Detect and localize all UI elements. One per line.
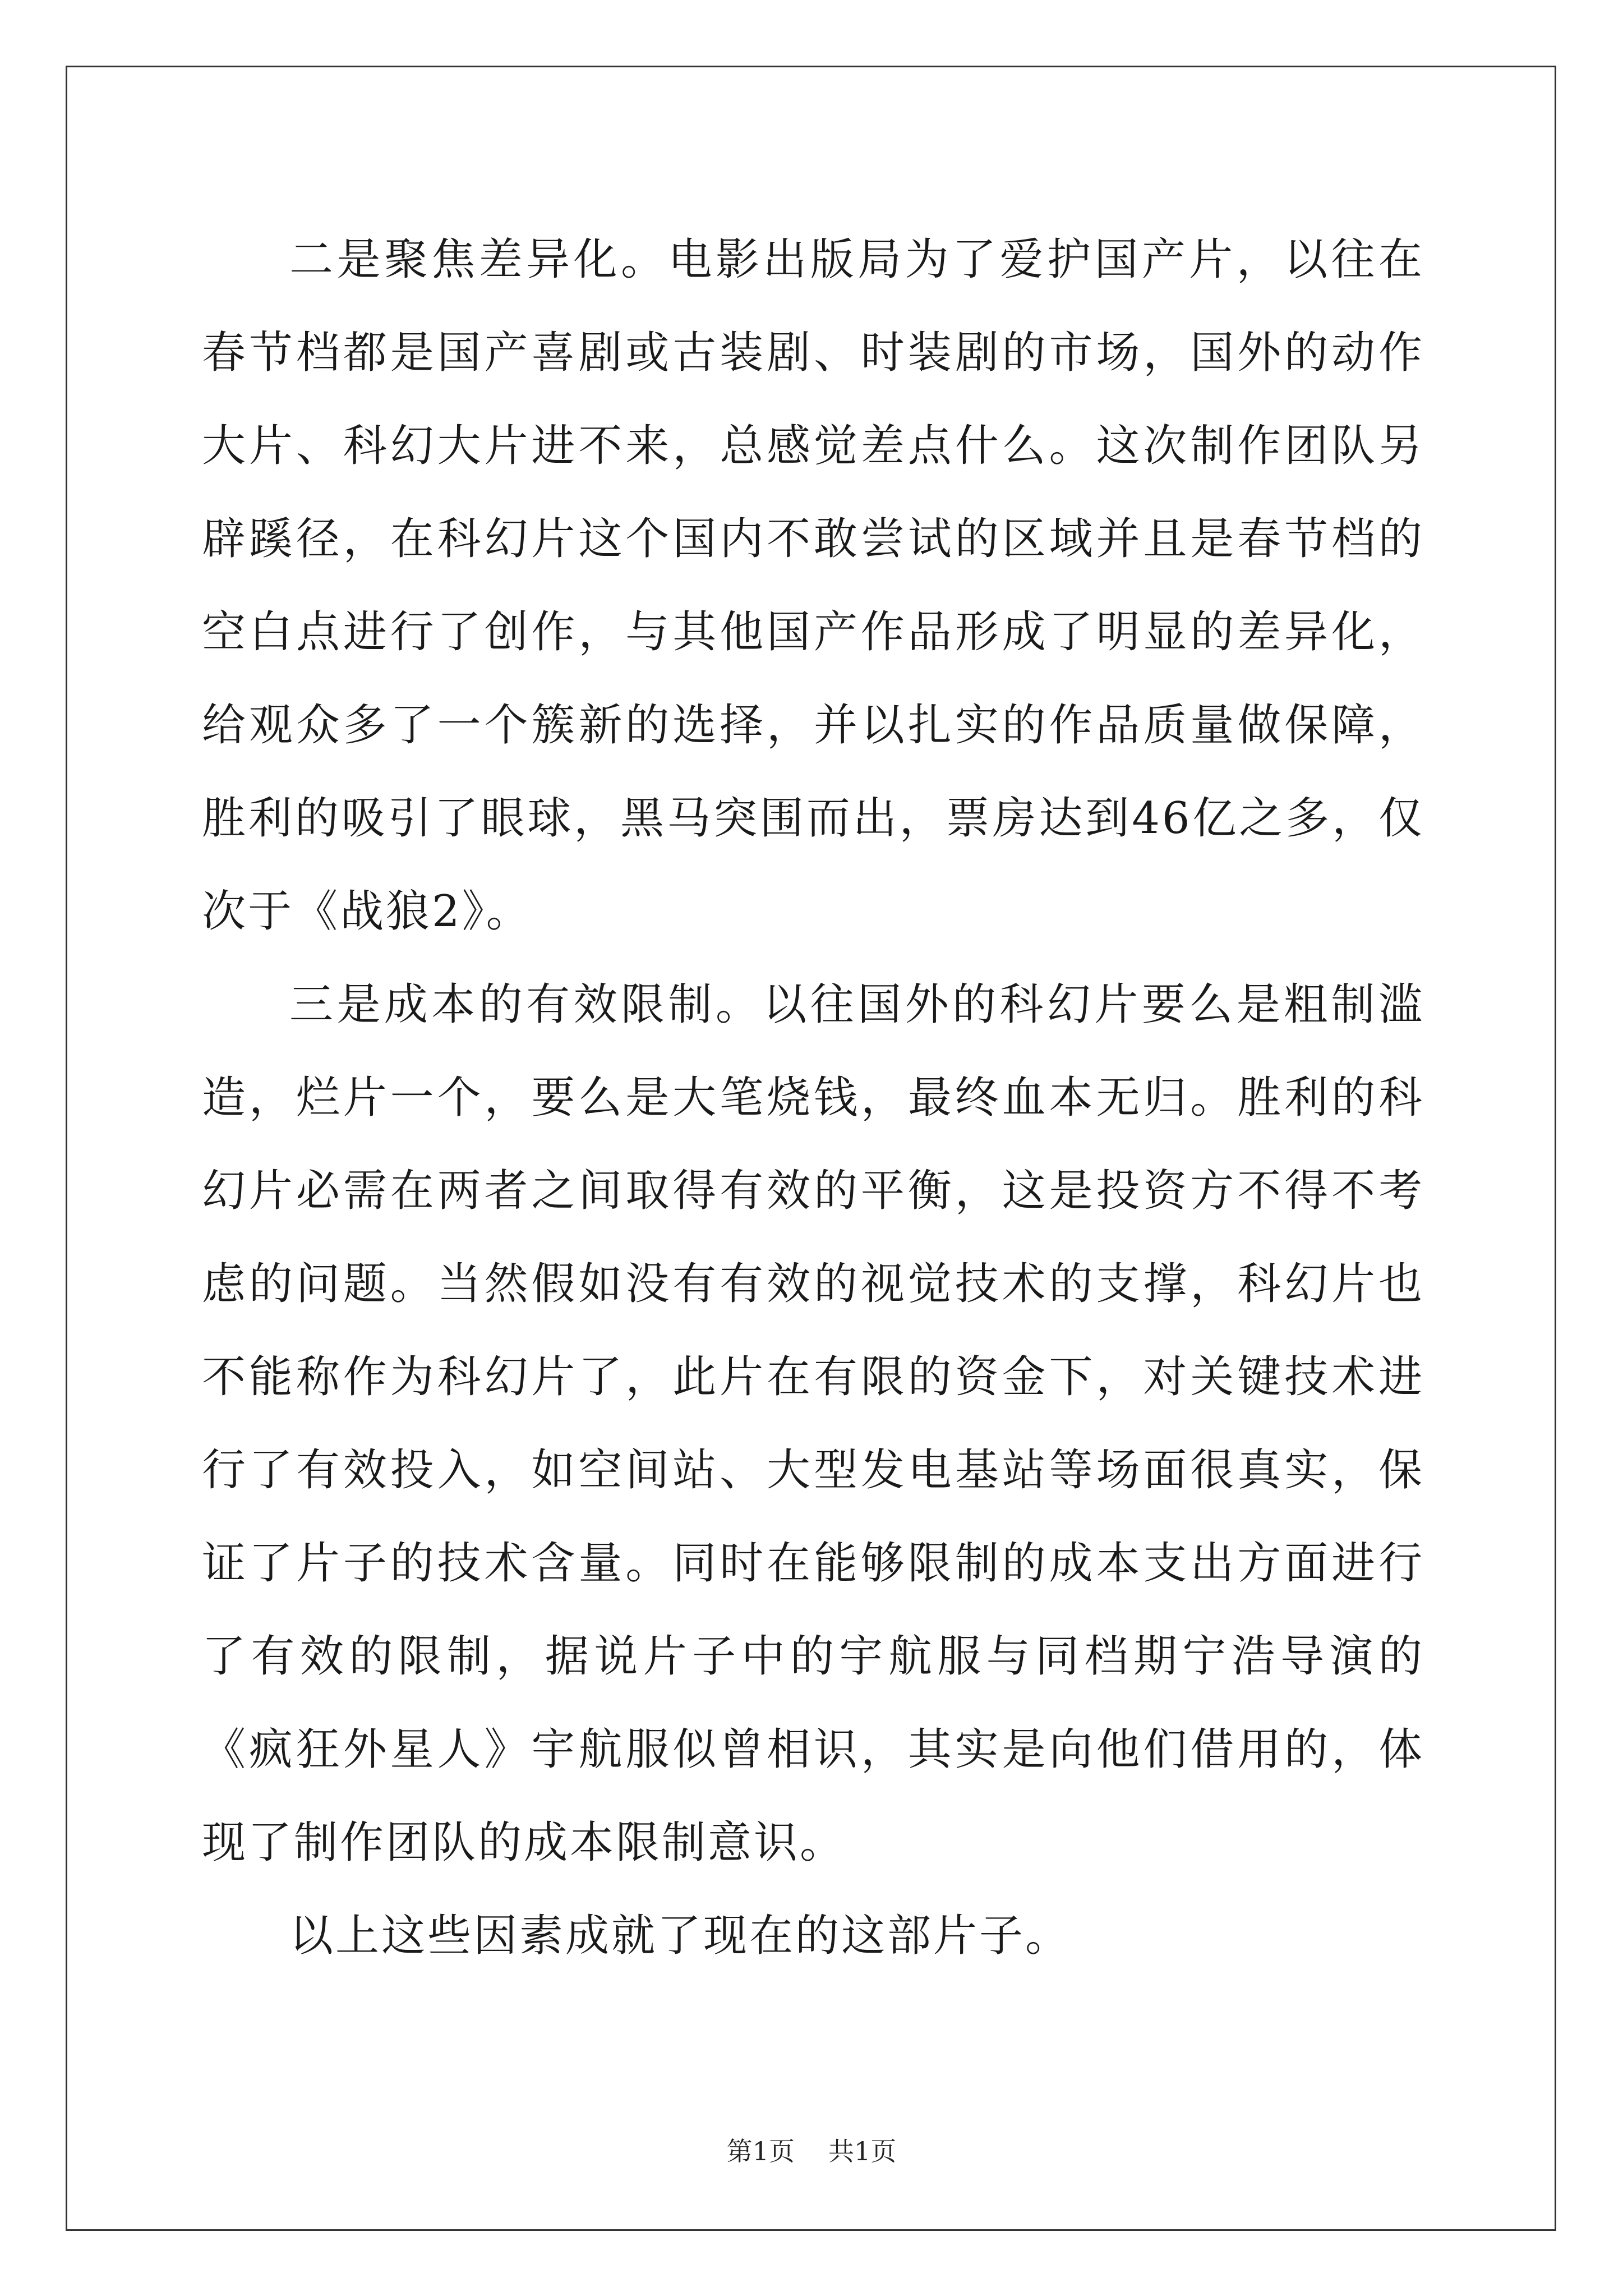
page-total: 共1页 — [828, 2136, 897, 2166]
page-number: 第1页 — [726, 2136, 795, 2166]
page-footer — [0, 2134, 1623, 2168]
paragraph-conclusion: 以上这些因素成就了现在的这部片子。 — [289, 1911, 1072, 1961]
paragraph-differentiation: 二是聚焦差异化。电影出版局为了爱护国产片，以往在春节档都是国产喜剧或古装剧、时装剧的市场，国外的动作大片、科幻大片进不来，总感觉差点什么。这次制作团队另辟蹊径，在科幻片这个国内不敢尝试的区域并且是春节档的空白点进行了创作，与其他国产作品形成了明显的差异化，给观众多了一个簇新的选择，并以扎实的作品质量做保障，胜利的吸引了眼球，黑马突围而出，票房达到46亿之多，仅次于《战狼2》。 — [202, 234, 1424, 937]
paragraph-cost-control: 三是成本的有效限制。以往国外的科幻片要么是粗制滥造，烂片一个，要么是大笔烧钱，最终血本无归。胜利的科幻片必需在两者之间取得有效的平衡，这是投资方不得不考虑的问题。当然假如没有有效的视觉技术的支撑，科幻片也不能称作为科幻片了，此片在有限的资金下，对关键技术进行了有效投入，如空间站、大型发电基站等场面很真实，保证了片子的技术含量。同时在能够限制的成本支出方面进行了有效的限制，据说片子中的宇航服与同档期宁浩导演的《疯狂外星人》宇航服似曾相识，其实是向他们借用的，体现了制作团队的成本限制意识。 — [202, 979, 1424, 1868]
document-body — [202, 213, 1424, 1982]
